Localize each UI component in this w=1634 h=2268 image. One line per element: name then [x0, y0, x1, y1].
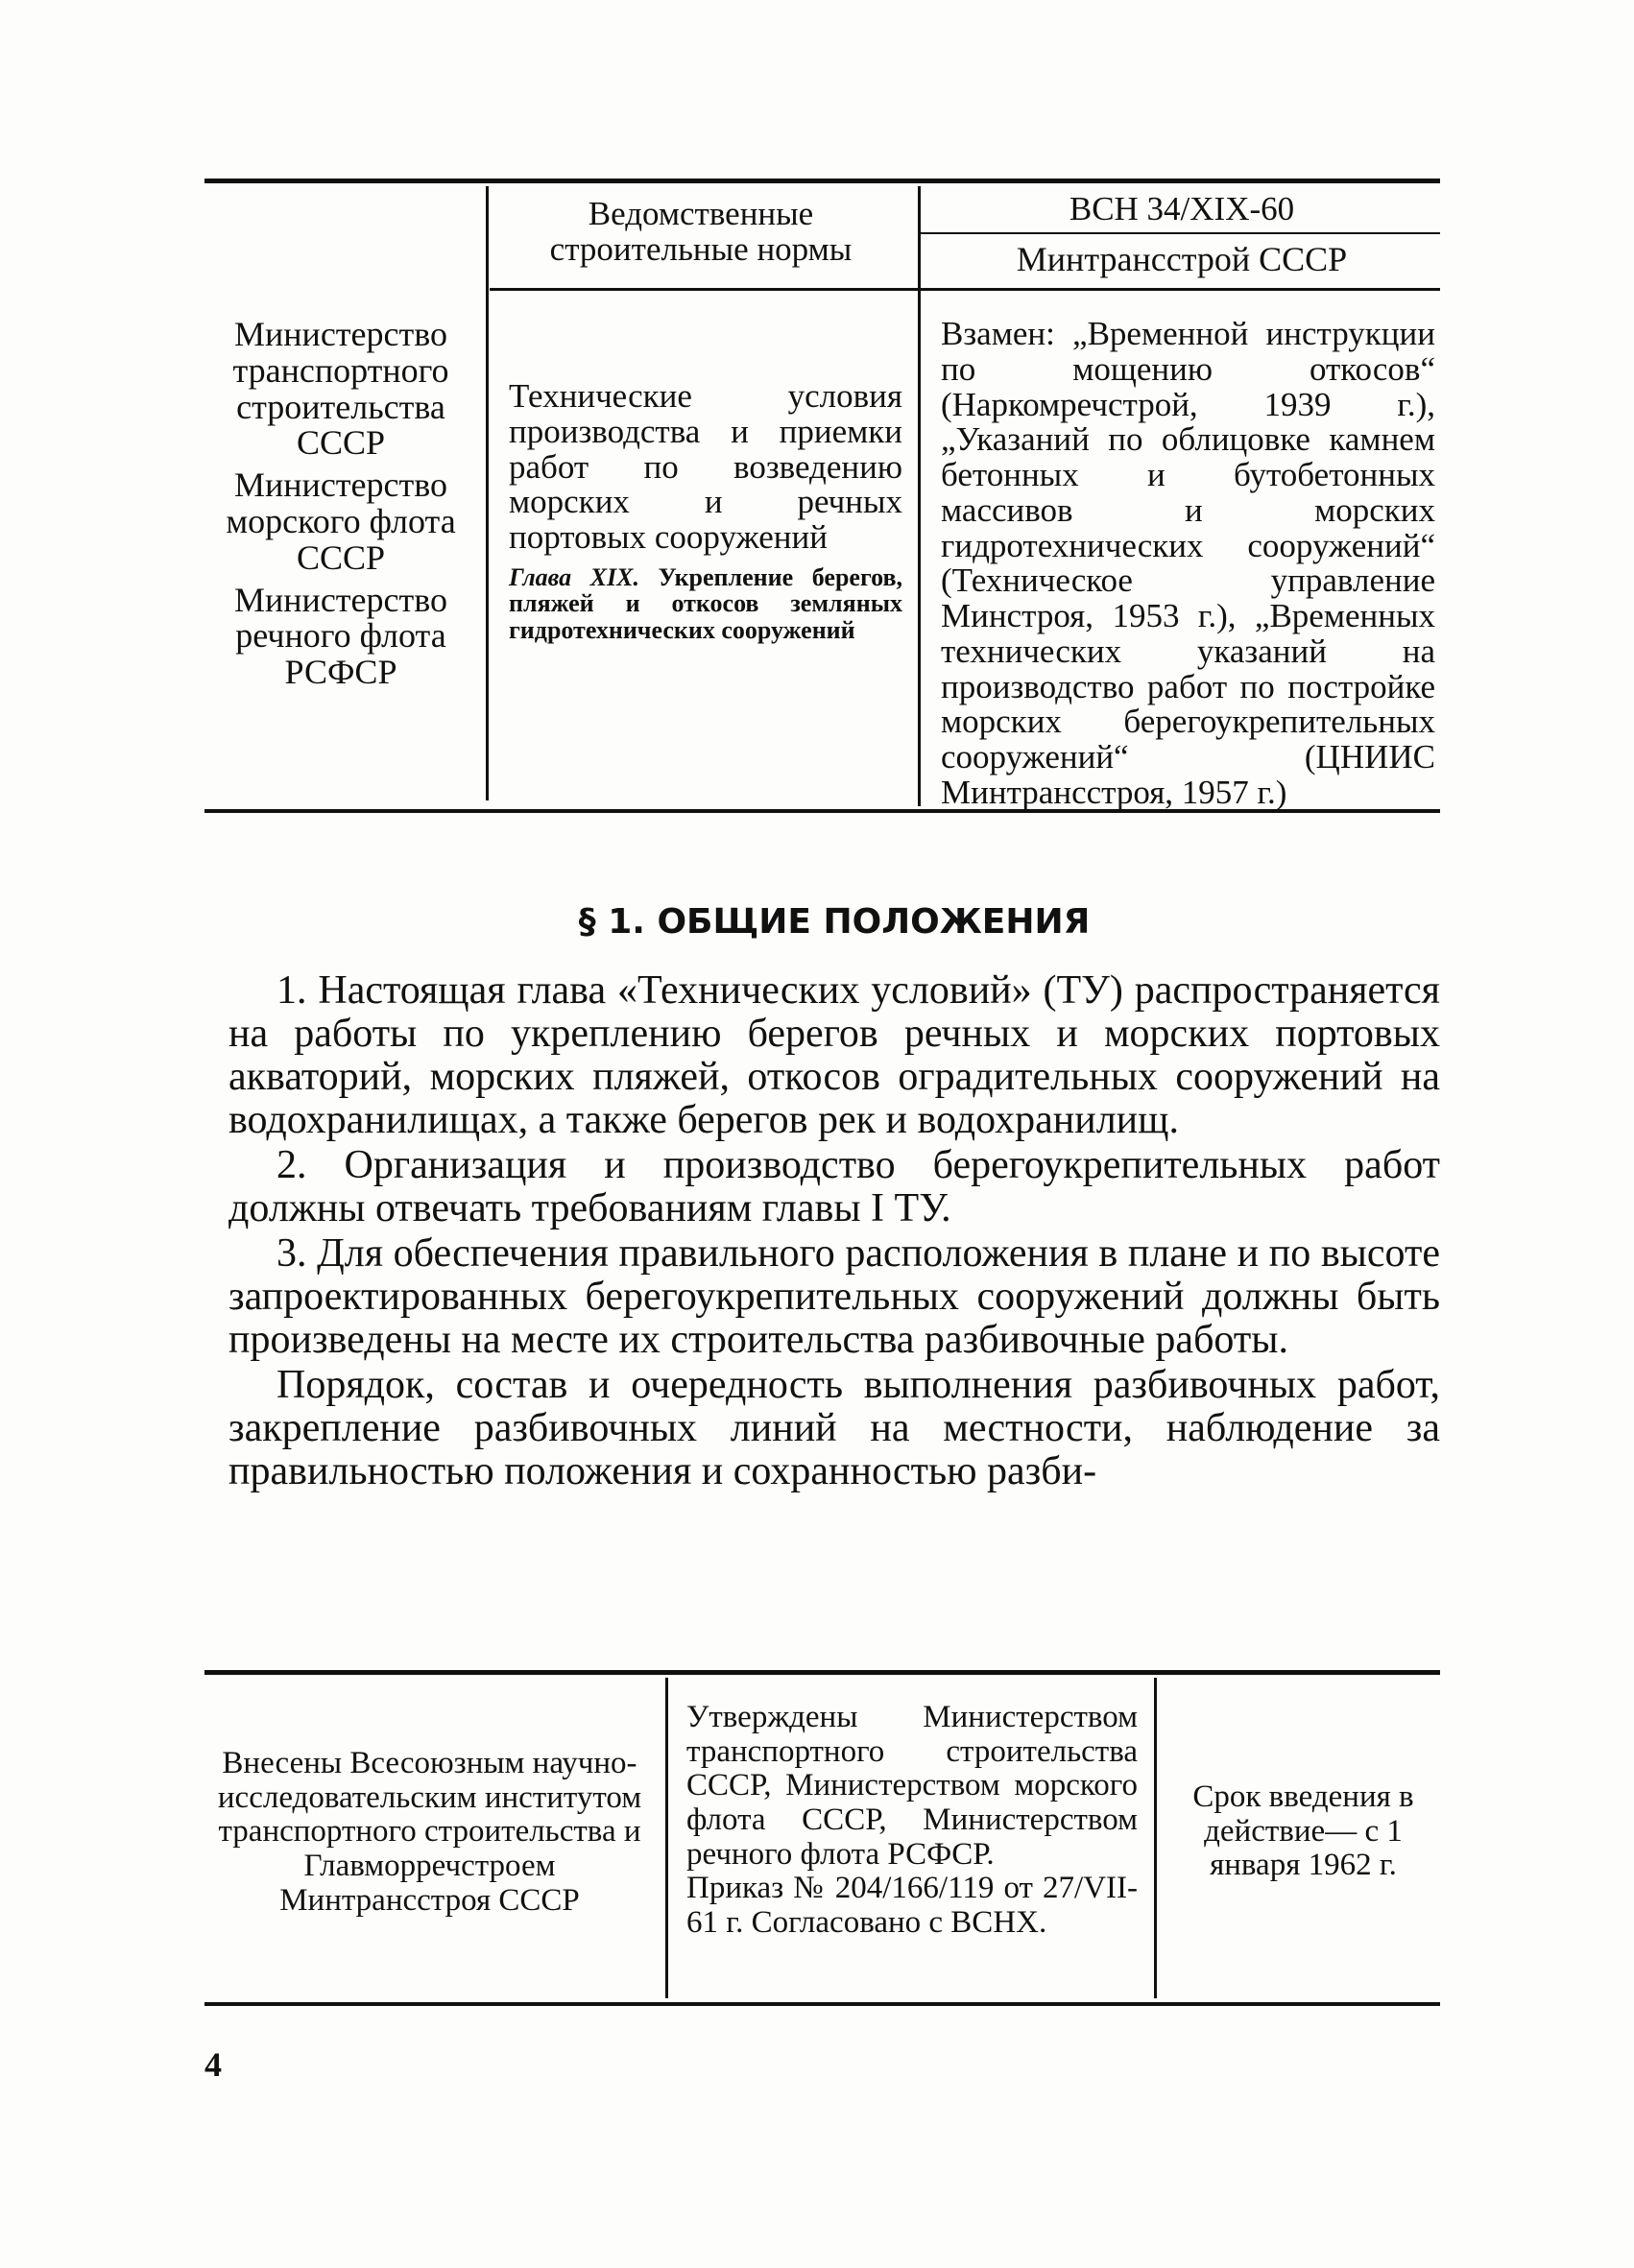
- ministry-2: Министерство морского флота СССР: [226, 466, 456, 577]
- ministries-block: [206, 317, 475, 697]
- header-sub-rule: [490, 288, 1440, 291]
- paragraph-3: 3. Для обеспечения правильного расположения в плане и по высоте запроектированных берегоукрепительных сооружений должны быть произведены на месте их строительства разбивочные работы.: [228, 1231, 1440, 1362]
- chapter-text: Укрепление берегов, пляжей и откосов земляных гидротехнических сооружений: [509, 563, 903, 644]
- norm-type: Ведомственные строительные нормы: [549, 195, 853, 268]
- chapter-label: Глава XIX.: [509, 563, 640, 591]
- ministry-1: Министерство транспортного строительства СССР: [232, 315, 449, 463]
- header-vline-right: [918, 186, 921, 806]
- footer-vline-left: [665, 1678, 668, 1998]
- footer-bottom-rule: [204, 2002, 1440, 2006]
- document-title: Технические условия производства и приемки работ по возведению морских и речных портовых сооружений: [509, 377, 902, 556]
- page-number: 4: [204, 2045, 222, 2084]
- replaces-note: Взамен: „Временной инструкции по мощению откосов“ (Наркомречстрой, 1939 г.), „Указаний по облицовке камнем бетонных и бутобетонных массивов и морских гидротехнических сооружений“ (Техническое управление Минстроя, 1953 г.), „Временных технических указаний на производство работ по постройке морских берегоукрепительных сооружений“ (ЦНИИС Минтрансстроя, 1957 г.): [941, 315, 1435, 811]
- paragraph-2: 2. Организация и производство берегоукрепительных работ должны отвечать требованиям главы I ТУ.: [228, 1143, 1440, 1230]
- paragraph-1: 1. Настоящая глава «Технических условий» (ТУ) распространяется на работы по укреплению берегов речных и морских портовых акваторий, морских пляжей, откосов оградительных сооружений на водохранилищах, а также берегов рек и водохранилищ.: [228, 968, 1440, 1142]
- submitted-by: Внесены Всесоюзным научно-исследовательским институтом транспортного строительства и Главморречстроем Минтрансстроя СССР: [217, 1746, 642, 1918]
- approval-order: Приказ № 204/166/119 от 27/VII-61 г. Согласовано с ВСНХ.: [686, 1871, 1138, 1940]
- approval-block: [686, 1701, 1138, 1940]
- section-heading: § 1. ОБЩИЕ ПОЛОЖЕНИЯ: [578, 902, 1091, 942]
- code-divider-rule: [920, 232, 1440, 234]
- ministry-3: Министерство речного флота РСФСР: [234, 580, 447, 692]
- footer-vline-right: [1154, 1678, 1157, 1998]
- body-text: [228, 969, 1440, 1495]
- header-vline-left: [486, 186, 489, 800]
- chapter-note: [509, 564, 902, 643]
- header-top-rule: [204, 179, 1440, 183]
- effective-date: Срок введения в действие— с 1 января 1962 г.: [1192, 1779, 1414, 1883]
- footer-top-rule: [204, 1670, 1440, 1675]
- norm-code: ВСН 34/XIX-60: [1069, 190, 1295, 227]
- agency: Минтрансстрой СССР: [1016, 240, 1348, 278]
- approved-by: Утверждены Министерством транспортного строительства СССР, Министерством морского флота СССР, Министерством речного флота РСФСР.: [686, 1700, 1138, 1872]
- paragraph-4: Порядок, состав и очередность выполнения разбивочных работ, закрепление разбивочных линий на местности, наблюдение за правильностью положения и сохранностью разби-: [228, 1363, 1440, 1493]
